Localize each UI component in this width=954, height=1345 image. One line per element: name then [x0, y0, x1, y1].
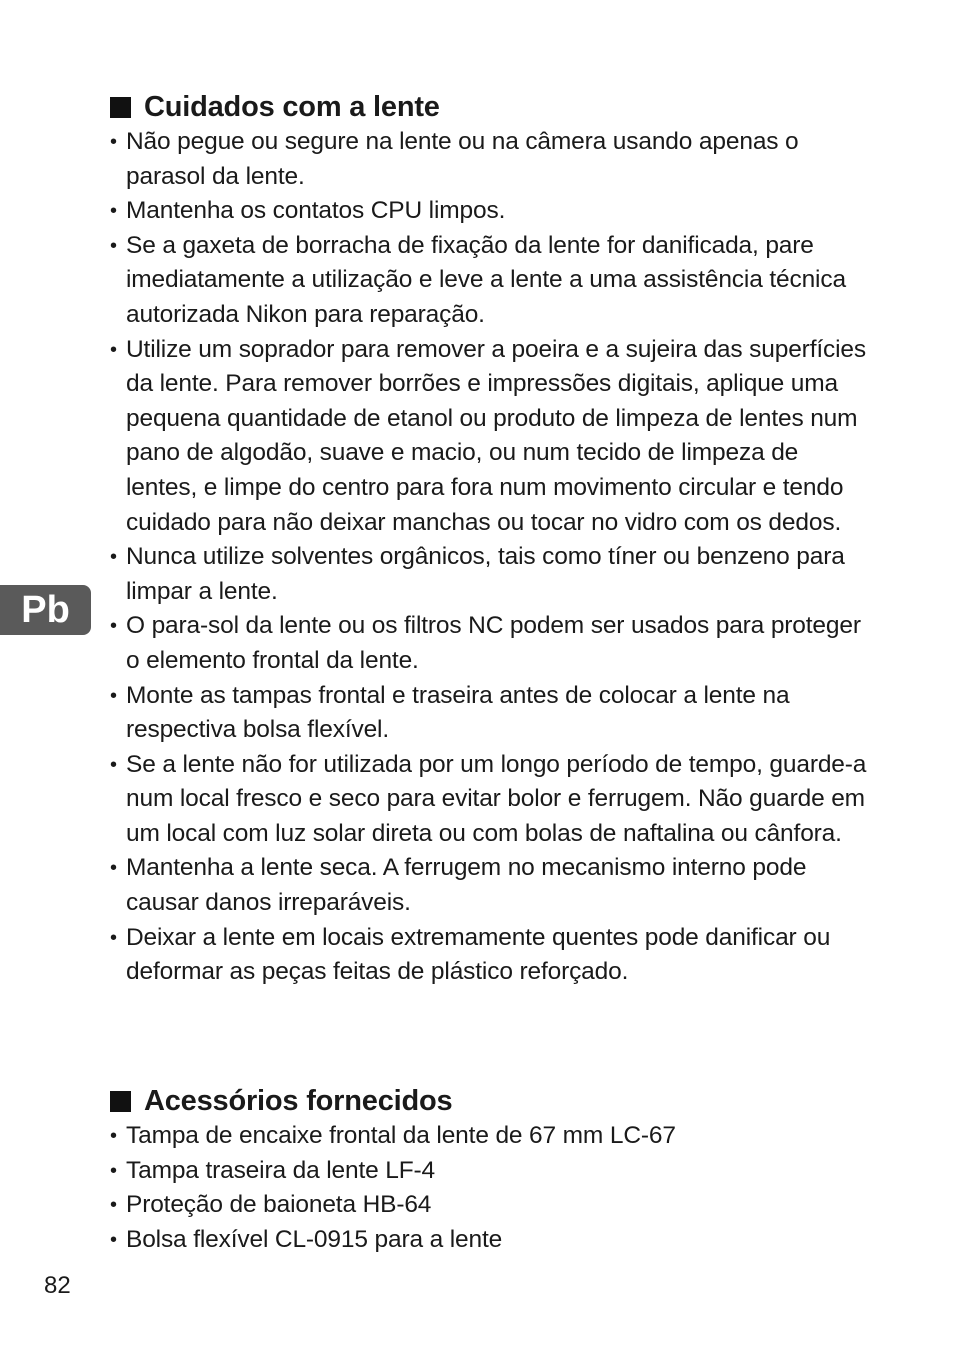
square-bullet-icon [110, 1091, 131, 1112]
bullet-icon: • [110, 753, 117, 776]
care-heading-text: Cuidados com a lente [144, 91, 440, 123]
bullet-icon: • [110, 857, 117, 880]
list-item: • Deixar a lente em locais extremamente quentes pode danificar ou deformar as peças feitas de plástico reforçado. [110, 921, 870, 990]
bullet-icon: • [110, 546, 117, 569]
bullet-icon: • [110, 131, 117, 153]
care-heading [110, 89, 870, 125]
bullet-icon: • [110, 615, 117, 638]
list-item: • Mantenha os contatos CPU limpos. [110, 194, 870, 229]
list-item: • Nunca utilize solventes orgânicos, tais como tíner ou benzeno para limpar a lente. [110, 540, 870, 609]
bullet-icon: • [110, 1194, 117, 1217]
page-number: 82 [44, 1272, 71, 1299]
language-tab: Pb [0, 585, 91, 635]
list-item: • Monte as tampas frontal e traseira antes de colocar a lente na respectiva bolsa flexível. [110, 679, 870, 748]
list-item: • Proteção de baioneta HB-64 [110, 1188, 870, 1223]
care-section [110, 89, 870, 990]
care-list [110, 125, 870, 990]
bullet-icon: • [110, 1228, 117, 1251]
list-item: • Tampa de encaixe frontal da lente de 67 mm LC-67 [110, 1119, 870, 1154]
accessories-heading [110, 1083, 870, 1119]
bullet-icon: • [110, 684, 117, 707]
list-item: • Não pegue ou segure na lente ou na câmera usando apenas o parasol da lente. [110, 125, 870, 194]
bullet-icon: • [110, 234, 117, 257]
list-item: • Utilize um soprador para remover a poeira e a sujeira das superfícies da lente. Para remover borrões e impressões digitais, aplique uma pequena quantidade de etanol ou produto de limpeza de lentes num pano de algodão, suave e macio, ou num tecido de limpeza de lentes, e limpe do centro para fora num movimento circular e tendo cuidado para não deixar manchas ou tocar no vidro com os dedos. [110, 333, 870, 541]
accessories-list [110, 1119, 870, 1257]
accessories-section [110, 1083, 870, 1257]
list-item: • O para-sol da lente ou os filtros NC podem ser usados para proteger o elemento frontal da lente. [110, 609, 870, 678]
bullet-icon: • [110, 1159, 117, 1182]
list-item: • Bolsa flexível CL-0915 para a lente [110, 1223, 870, 1258]
square-bullet-icon [110, 97, 131, 118]
bullet-icon: • [110, 1125, 117, 1147]
list-item: • Mantenha a lente seca. A ferrugem no mecanismo interno pode causar danos irreparáveis. [110, 851, 870, 920]
accessories-heading-text: Acessórios fornecidos [144, 1085, 453, 1117]
bullet-icon: • [110, 338, 117, 361]
bullet-icon: • [110, 926, 117, 949]
list-item: • Tampa traseira da lente LF-4 [110, 1154, 870, 1189]
bullet-icon: • [110, 200, 117, 223]
list-item: • Se a lente não for utilizada por um longo período de tempo, guarde-a num local fresco e seco para evitar bolor e ferrugem. Não guarde em um local com luz solar direta ou com bolas de naftalina ou cânfora. [110, 748, 870, 852]
list-item: • Se a gaxeta de borracha de fixação da lente for danificada, pare imediatamente a utilização e leve a lente a uma assistência técnica autorizada Nikon para reparação. [110, 229, 870, 333]
